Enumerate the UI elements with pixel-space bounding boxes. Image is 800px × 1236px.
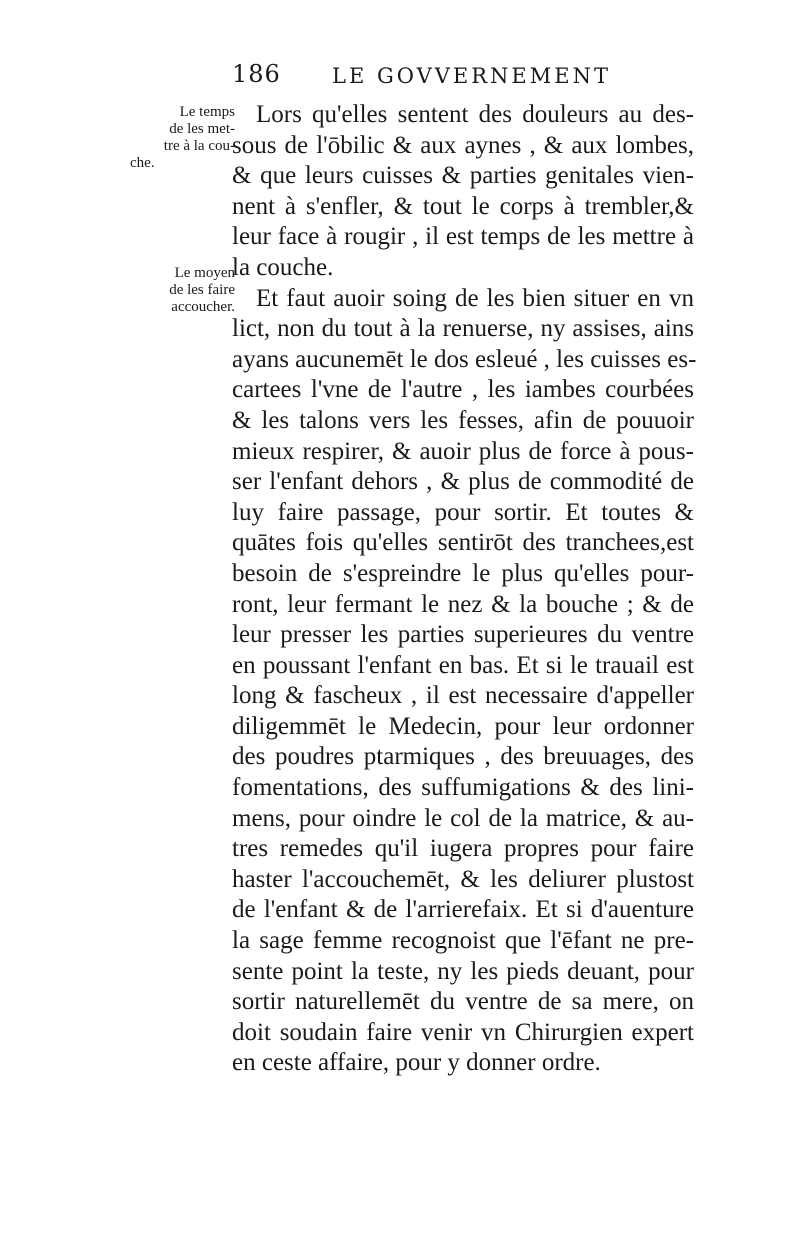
margin-note-line: accoucher. [171, 299, 235, 315]
text-line: mieux respirer, & auoir plus de force à pous- [232, 437, 694, 465]
margin-note-labor-timing [130, 104, 235, 172]
main-text [232, 100, 697, 1079]
text-line: leur face à rougir , il est temps de les mettre à [232, 223, 694, 251]
text-line: Et faut auoir soing de les bien situer en vn [256, 284, 694, 312]
running-title: LE GOVVERNEMENT [332, 64, 611, 88]
text-line: la sage femme recognoist que l'ēfant ne pre- [232, 927, 694, 955]
text-line: ayans aucunemēt le dos esleué , les cuisses es- [232, 345, 697, 373]
margin-note-line: tre à la cou- [163, 138, 235, 154]
text-line: Lors qu'elles sentent des douleurs au des- [256, 101, 694, 128]
text-line: diligemmēt le Medecin, pour leur ordonner [232, 712, 694, 740]
text-line: haster l'accouchemēt, & les deliurer plustost [232, 865, 694, 893]
text-line: en poussant l'enfant en bas. Et si le trauail est [232, 651, 694, 679]
page-number: 186 [232, 60, 281, 88]
margin-note-line: che. [130, 155, 155, 171]
page-header [232, 60, 692, 100]
text-line: fomentations, des suffumigations & des lini- [232, 774, 694, 802]
text-line: tres remedes qu'il iugera propres pour faire [232, 835, 694, 863]
text-line: & les talons vers les fesses, afin de pouuoir [232, 406, 694, 434]
margin-note-line: de les faire [169, 282, 235, 298]
text-line: ront, leur fermant le nez & la bouche ; & de [232, 590, 694, 618]
margin-note-delivery-method [130, 265, 235, 316]
paragraph [232, 284, 697, 1079]
text-line: long & fascheux , il est necessaire d'appeller [232, 682, 694, 710]
margin-note-line: Le moyen [174, 265, 235, 281]
text-line: des poudres ptarmiques , des breuuages, des [232, 743, 694, 771]
text-line: & que leurs cuisses & parties genitales vien- [232, 162, 694, 190]
text-line: nent à s'enfler, & tout le corps à trembler,& [232, 192, 694, 220]
text-line: besoin de s'espreindre le plus qu'elles pour- [232, 559, 694, 587]
text-line: sous de l'ōbilic & aux aynes , & aux lombes, [232, 131, 694, 159]
text-line: la couche. [232, 253, 334, 281]
text-line: ser l'enfant dehors , & plus de commodité de [232, 468, 694, 496]
text-line: sente point la teste, ny les pieds deuant, pour [232, 957, 694, 985]
text-line: mens, pour oindre le col de la matrice, & au- [232, 804, 694, 832]
text-line: lict, non du tout à la renuerse, ny assises, ains [232, 315, 694, 343]
text-line: leur presser les parties superieures du ventre [232, 621, 694, 649]
text-line: cartees l'vne de l'autre , les iambes courbées [232, 376, 694, 404]
text-line: doit soudain faire venir vn Chirurgien expert [232, 1018, 694, 1046]
paragraph [232, 100, 694, 284]
text-line: sortir naturellemēt du ventre de sa mere, on [232, 988, 694, 1016]
text-line: en ceste affaire, pour y donner ordre. [232, 1049, 601, 1077]
text-line: quātes fois qu'elles sentirōt des tranchees,est [232, 529, 694, 557]
margin-note-line: Le temps [179, 104, 235, 120]
margin-note-line: de les met- [169, 121, 235, 137]
text-line: de l'enfant & de l'arrierefaix. Et si d'auenture [232, 896, 694, 924]
text-line: luy faire passage, pour sortir. Et toutes & [232, 498, 694, 526]
